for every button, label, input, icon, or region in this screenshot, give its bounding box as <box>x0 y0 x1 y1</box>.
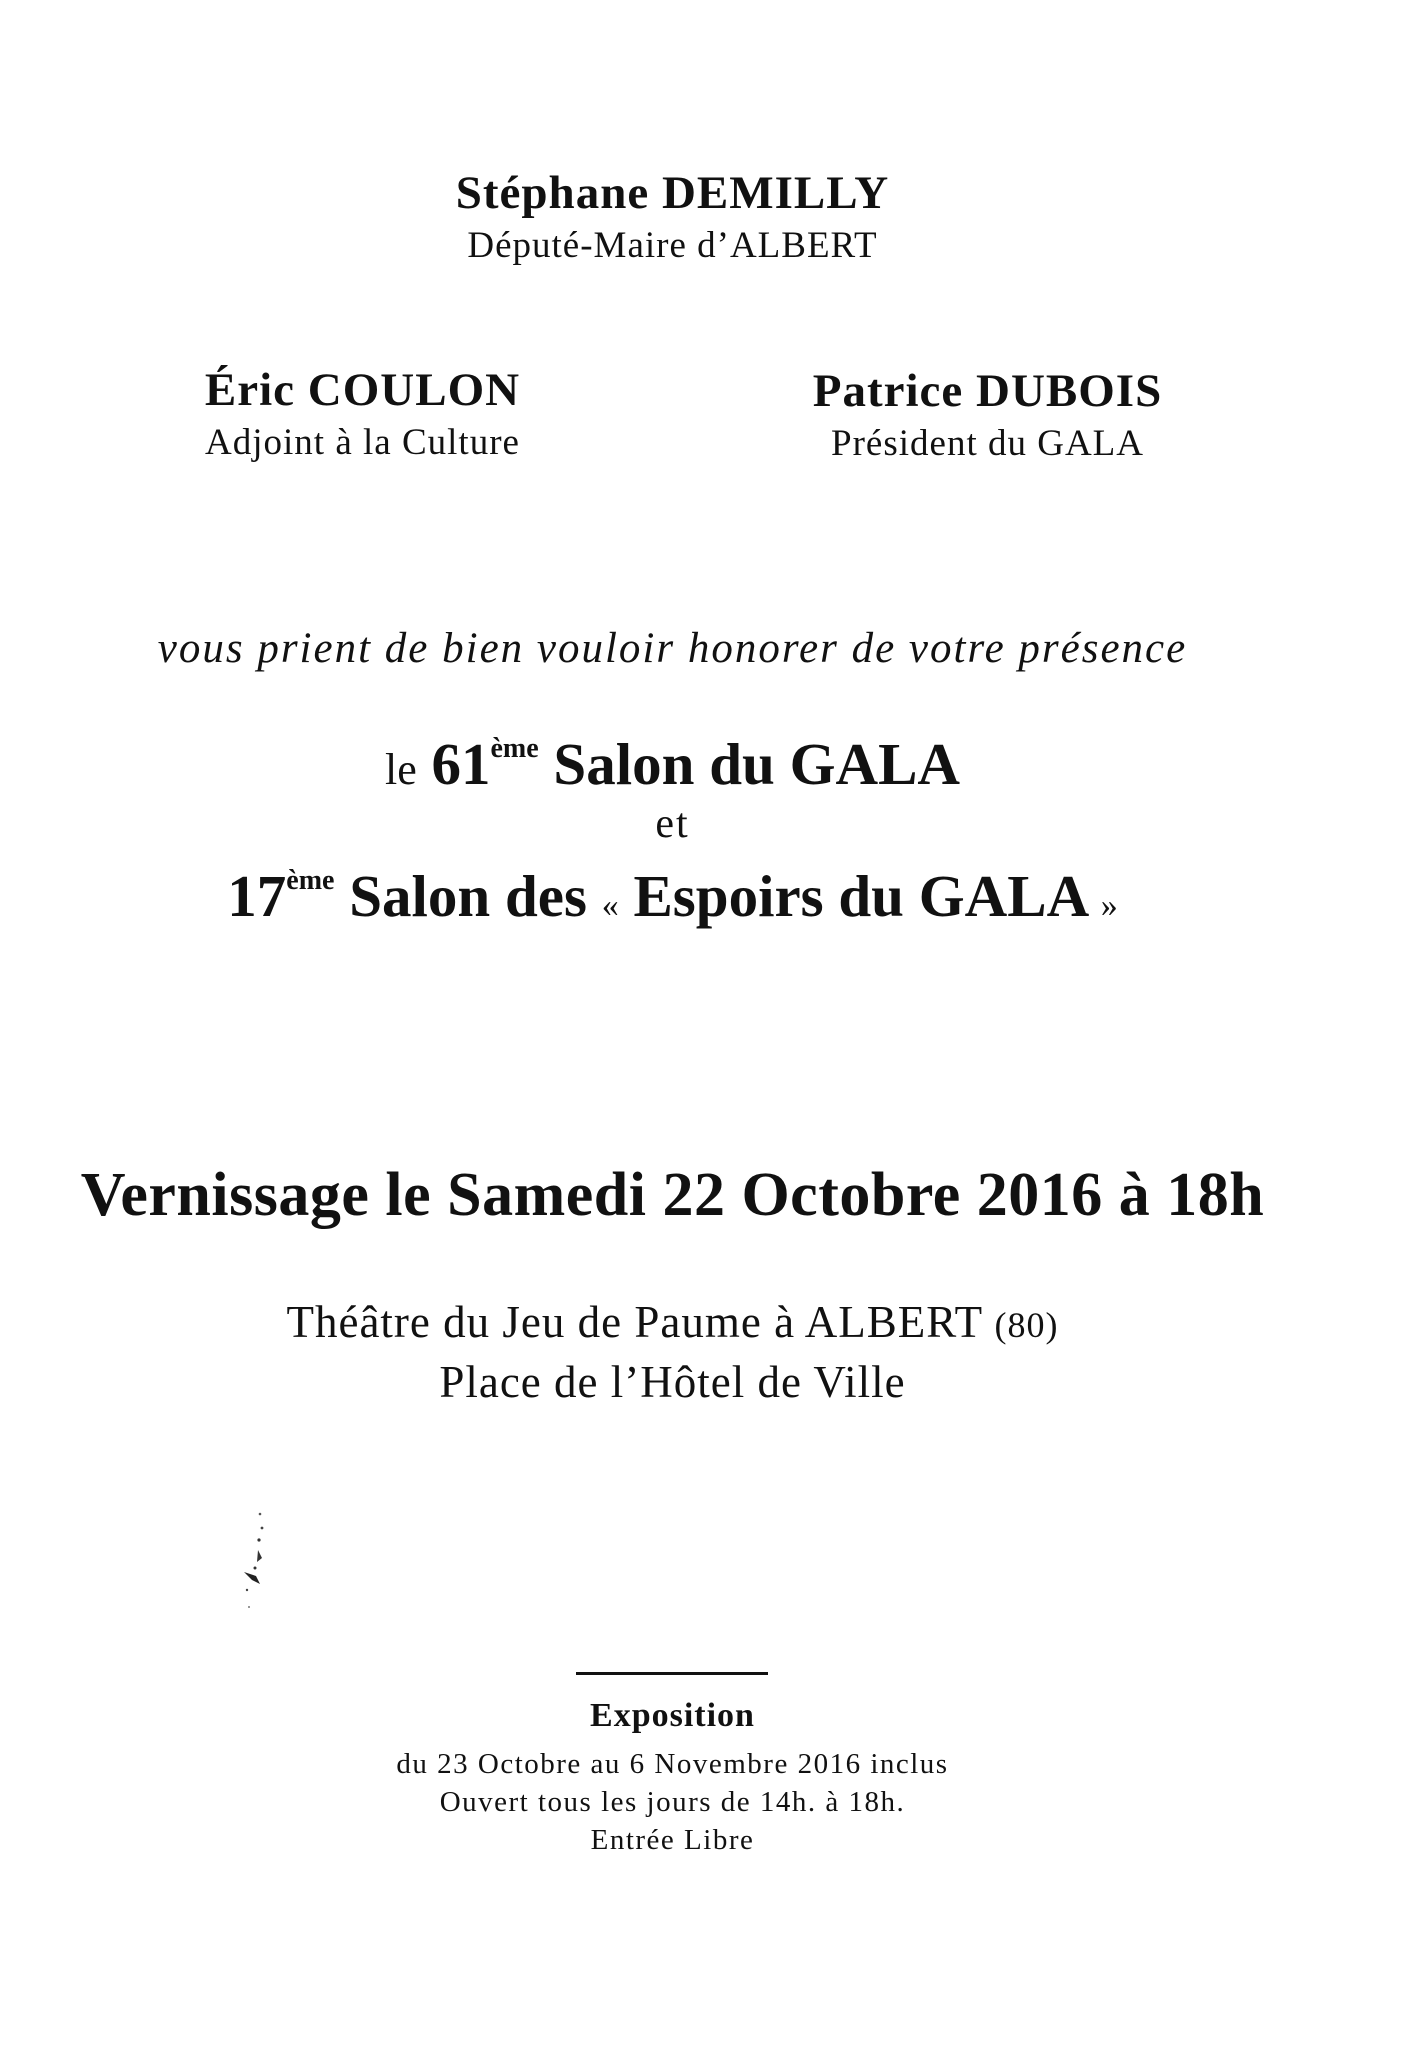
main-host-role: Député-Maire d’ALBERT <box>467 225 878 266</box>
divider-rule <box>576 1672 768 1675</box>
close-quote: » <box>1100 887 1118 924</box>
right-host <box>795 364 1180 465</box>
right-host-name: Patrice DUBOIS <box>812 365 1163 417</box>
scan-speck-marks <box>236 1510 266 1620</box>
venue-line-2: Place de l’Hôtel de Ville <box>439 1357 906 1407</box>
invitation-line: vous prient de bien vouloir honorer de votre présence <box>157 625 1188 672</box>
venue-line-1 <box>0 1294 1345 1354</box>
conjunction: et <box>655 801 690 847</box>
exposition-title: Exposition <box>590 1697 755 1734</box>
salon-17-title <box>0 862 1345 931</box>
venue-theatre: Théâtre du Jeu de Paume à ALBERT <box>286 1297 983 1347</box>
salon-61-prefix: le <box>384 745 417 794</box>
exposition-details <box>0 1745 1345 1859</box>
exposition-block <box>0 1697 1345 1859</box>
vernissage-date: Vernissage le Samedi 22 Octobre 2016 à 18h <box>80 1161 1265 1229</box>
salon-61-name: Salon du GALA <box>553 731 961 797</box>
venue-department: (80) <box>994 1305 1059 1345</box>
main-host <box>0 166 1345 267</box>
exposition-dates: du 23 Octobre au 6 Novembre 2016 inclus <box>396 1748 949 1780</box>
salon-17-name-start: Salon des <box>349 863 587 929</box>
exposition-entry: Entrée Libre <box>590 1824 755 1856</box>
left-host <box>190 363 535 464</box>
open-quote: « <box>601 887 619 924</box>
salon-61-number: 61 <box>431 731 491 797</box>
salon-17-ordinal: ème <box>286 865 335 897</box>
salon-61-ordinal: ème <box>490 733 539 765</box>
salon-61-title <box>0 730 1345 799</box>
exposition-hours: Ouvert tous les jours de 14h. à 18h. <box>439 1786 906 1818</box>
main-host-name: Stéphane DEMILLY <box>455 167 890 219</box>
venue-block <box>0 1294 1345 1411</box>
left-host-role: Adjoint à la Culture <box>205 422 520 463</box>
salon-17-quoted-name: Espoirs du GALA <box>633 863 1086 929</box>
salon-17-number: 17 <box>227 863 287 929</box>
right-host-role: Président du GALA <box>831 423 1144 464</box>
left-host-name: Éric COULON <box>204 364 521 416</box>
